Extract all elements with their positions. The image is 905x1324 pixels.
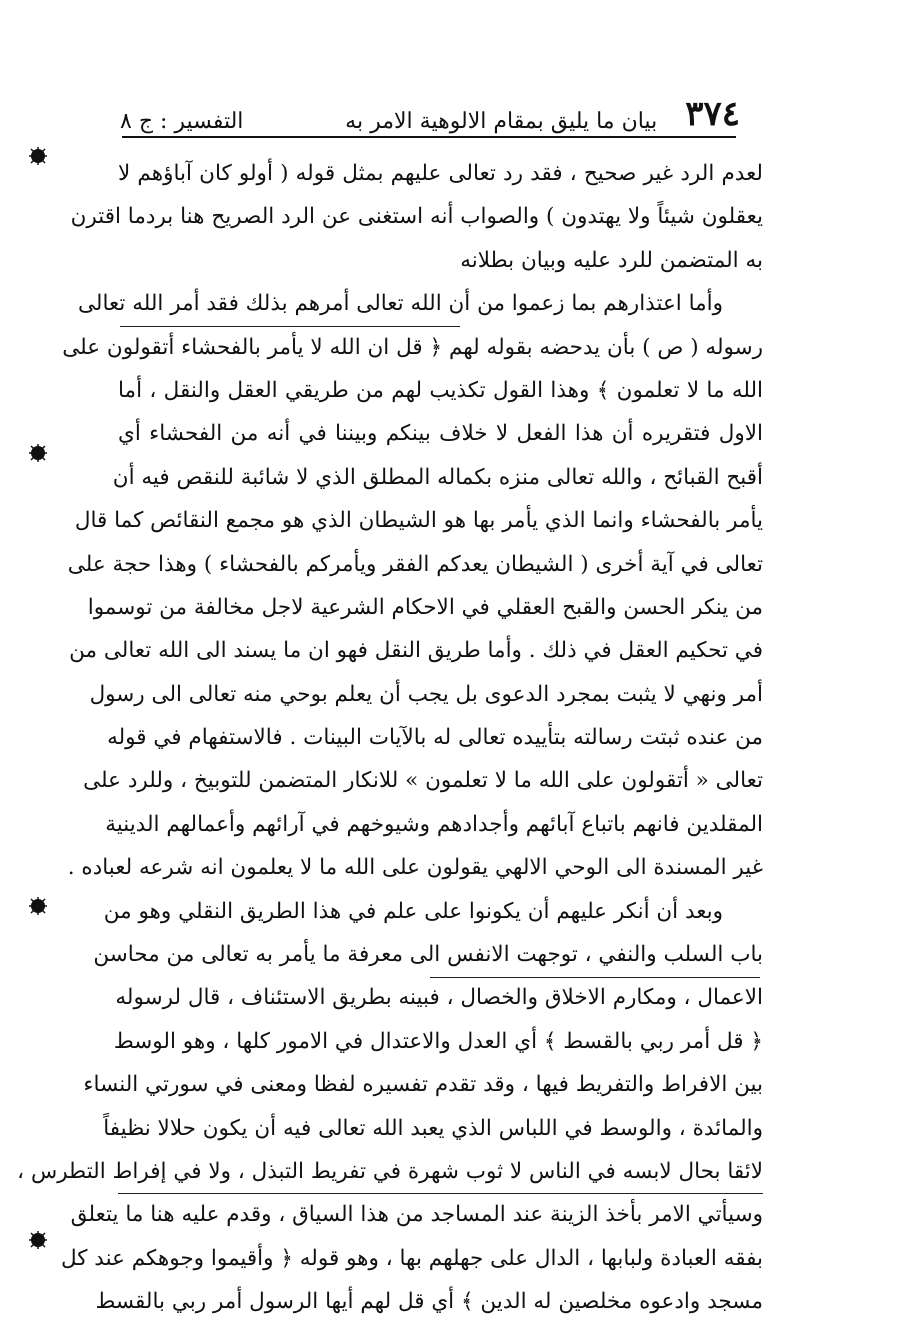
text-line: أقبح القبائح ، والله تعالى منزه بكماله المطلق الذي لا شائبة للنقص فيه أن (112, 464, 763, 490)
text-line: من ينكر الحسن والقبح العقلي في الاحكام الشرعية لاجل مخالفة من توسموا (87, 594, 763, 620)
running-title: بيان ما يليق بمقام الالوهية الامر به (345, 109, 658, 134)
text-line: لائقا بحال لابسه في الناس لا ثوب شهرة في تفريط التبذل ، ولا في إفراط التطرس ، (17, 1158, 763, 1184)
binding-hole-mark (28, 1230, 48, 1250)
text-line: الله ما لا تعلمون ﴾ وهذا القول تكذيب لهم من طريقي العقل والنقل ، أما (118, 377, 763, 403)
text-line: يعقلون شيئاً ولا يهتدون ) والصواب أنه استغنى عن الرد الصريح هنا بردما اقترن (70, 204, 763, 230)
binding-hole-mark (28, 443, 48, 463)
page-header (120, 88, 740, 134)
text-line: بفقه العبادة ولبابها ، الدال على جهلهم بها ، وهو قوله ﴿ وأقيموا وجوهكم عند كل (60, 1245, 763, 1271)
body-text (17, 152, 763, 1324)
text-line: والمائدة ، والوسط في اللباس الذي يعبد الله تعالى فيه أن يكون حلالا نظيفاً (103, 1115, 763, 1141)
underline-rule (118, 1193, 763, 1194)
text-line: باب السلب والنفي ، توجهت الانفس الى معرفة ما يأمر به تعالى من محاسن (93, 942, 763, 968)
text-line: رسوله ( ص ) بأن يدحضه بقوله لهم ﴿ قل ان الله لا يأمر بالفحشاء أتقولون على (62, 334, 763, 360)
page-number: ٣٧٤ (685, 94, 740, 134)
underline-rule (120, 326, 460, 327)
binding-hole-mark (28, 146, 48, 166)
text-line: في تحكيم العقل في ذلك . وأما طريق النقل فهو ان ما يسند الى الله تعالى من (69, 638, 763, 664)
text-line: الاول فتقريره أن هذا الفعل لا خلاف بينكم وبيننا في أنه من الفحشاء أي (118, 421, 763, 447)
text-line: وبعد أن أنكر عليهم أن يكونوا على علم في هذا الطريق النقلي وهو من (103, 898, 723, 924)
text-line: المقلدين فانهم باتباع آبائهم وأجدادهم وشيوخهم في آرائهم وأعمالهم الدينية (105, 811, 763, 837)
text-line: يأمر بالفحشاء وانما الذي يأمر بها هو الشيطان الذي هو مجمع النقائص كما قال (74, 508, 763, 534)
text-line: غير المسندة الى الوحي الالهي يقولون على الله ما لا يعلمون انه شرعه لعباده . (67, 855, 763, 881)
volume-label: التفسير : ج ٨ (120, 109, 244, 134)
text-line: وأما اعتذارهم بما زعموا من أن الله تعالى أمرهم بذلك فقد أمر الله تعالى (78, 291, 723, 317)
text-line: من عنده ثبتت رسالته بتأييده تعالى له بالآيات البينات . فالاستفهام في قوله (107, 725, 763, 751)
text-line: لعدم الرد غير صحيح ، فقد رد تعالى عليهم بمثل قوله ( أولو كان آباؤهم لا (118, 161, 763, 186)
underline-rule (430, 977, 760, 978)
text-line: وسيأتي الامر بأخذ الزينة عند المساجد من هذا السياق ، وقدم عليه هنا ما يتعلق (70, 1202, 763, 1228)
text-line: تعالى في آية أخرى ( الشيطان يعدكم الفقر ويأمركم بالفحشاء ) وهذا حجة على (67, 551, 763, 577)
text-line: الاعمال ، ومكارم الاخلاق والخصال ، فبينه بطريق الاستئناف ، قال لرسوله (115, 985, 763, 1011)
header-rule (122, 136, 736, 138)
text-line: أمر ونهي لا يثبت بمجرد الدعوى بل يجب أن يعلم بوحي منه تعالى الى رسول (89, 681, 763, 707)
text-line: تعالى « أتقولون على الله ما لا تعلمون » للانكار المتضمن للتوبيخ ، وللرد على (83, 768, 763, 794)
text-line: مسجد وادعوه مخلصين له الدين ﴾ أي قل لهم أيها الرسول أمر ربي بالقسط (95, 1289, 763, 1315)
text-line: ﴿ قل أمر ربي بالقسط ﴾ أي العدل والاعتدال في الامور كلها ، وهو الوسط (113, 1028, 763, 1054)
binding-hole-mark (28, 896, 48, 916)
text-line: بين الافراط والتفريط فيها ، وقد تقدم تفسيره لفظا ومعنى في سورتي النساء (83, 1072, 763, 1098)
text-line: به المتضمن للرد عليه وبيان بطلانه (460, 247, 763, 273)
